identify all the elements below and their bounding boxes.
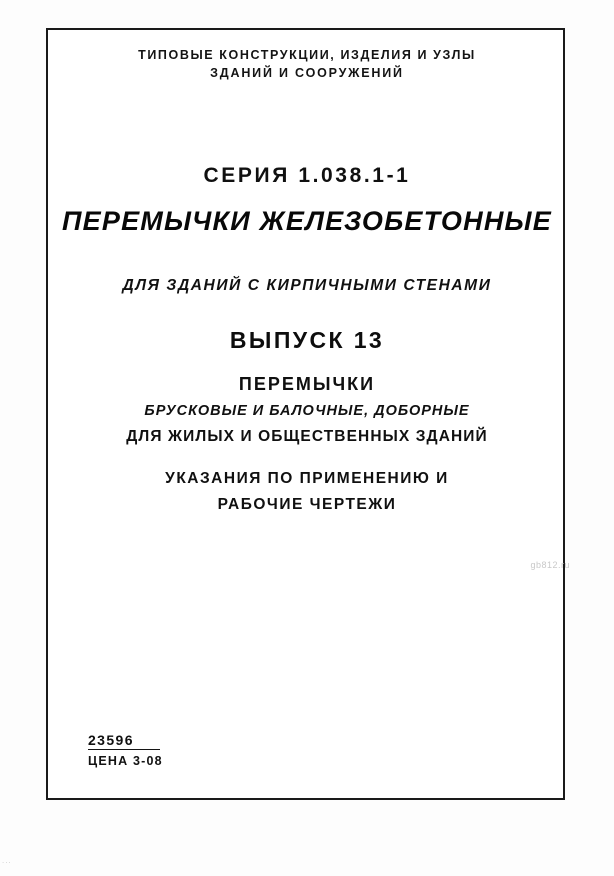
section-line-4: РАБОЧИЕ ЧЕРТЕЖИ <box>217 496 397 513</box>
series-label: СЕРИЯ 1.038.1-1 <box>203 164 411 187</box>
section-line-1: БРУСКОВЫЕ И БАЛОЧНЫЕ, ДОБОРНЫЕ <box>144 403 470 419</box>
watermark-text: gb812.ru <box>530 560 570 570</box>
document-subtitle: ДЛЯ ЗДАНИЙ С КИРПИЧНЫМИ СТЕНАМИ <box>122 277 492 294</box>
document-header <box>0 46 614 82</box>
header-line-1: ТИПОВЫЕ КОНСТРУКЦИИ, ИЗДЕЛИЯ И УЗЛЫ <box>138 48 476 62</box>
issue-label: ВЫПУСК 13 <box>229 327 385 353</box>
stamp-block <box>88 732 163 768</box>
header-line-2: ЗДАНИЙ И СООРУЖЕНИЙ <box>210 66 404 80</box>
scan-artifact: ... <box>2 856 12 865</box>
page-title: ПЕРЕМЫЧКИ ЖЕЛЕЗОБЕТОННЫЕ <box>62 206 552 236</box>
section-lines-3-4 <box>0 466 614 518</box>
stamp-price: ЦЕНА 3-08 <box>88 754 163 768</box>
section-title: ПЕРЕМЫЧКИ <box>238 374 376 394</box>
section-line-2: ДЛЯ ЖИЛЫХ И ОБЩЕСТВЕННЫХ ЗДАНИЙ <box>126 428 488 445</box>
stamp-code: 23596 <box>88 732 160 750</box>
section-line-3: УКАЗАНИЯ ПО ПРИМЕНЕНИЮ И <box>165 470 449 487</box>
